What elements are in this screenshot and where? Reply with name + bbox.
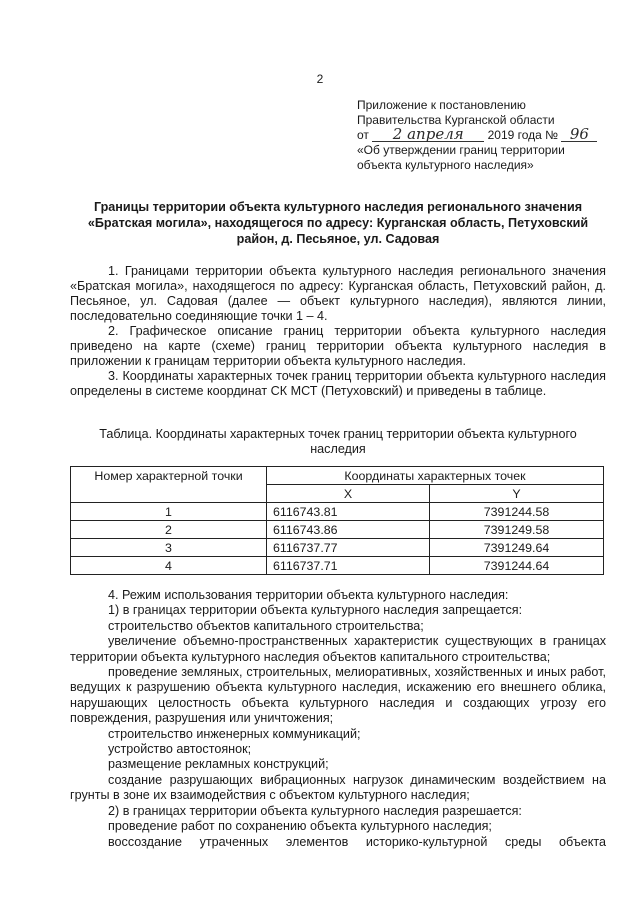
paragraphs-section [70,264,606,399]
point-number: 4 [71,557,267,575]
regime-item: 2) в границах территории объекта культурного наследия разрешается: [108,803,522,818]
coord-y: 7391244.64 [430,557,604,575]
regime-item: проведение земляных, строительных, мелиоративных, хозяйственных и иных работ, ведущих к разрушению объекта культурного наследия, искажению его внешнего облика, нарушающих целостность объекта культурного наследия и создающих угрозу его повреждения, разрушения или уничтожения; [70,665,606,726]
regime-item: устройство автостоянок; [108,742,252,757]
date-prefix: от [357,128,369,142]
coord-y: 7391244.58 [430,503,604,521]
regime-item: размещение рекламных конструкций; [108,757,329,772]
header-point-number: Номер характерной точки [71,467,267,503]
coord-x: 6116737.77 [267,539,430,557]
table-row [71,539,604,557]
header-y: Y [430,485,604,503]
regime-item: воссоздание утраченных элементов историко-культурной среды объекта [108,834,606,849]
handwritten-date: 2 апреля [392,125,464,143]
point-number: 2 [71,521,267,539]
date-blank [372,125,484,143]
regime-item: 1) в границах территории объекта культурного наследия запрещается: [108,603,523,618]
handwritten-number: 96 [569,125,589,143]
appendix-date-line [357,125,607,143]
regime-item: строительство инженерных коммуникаций; [108,726,361,741]
year-text: 2019 года № [487,128,559,142]
appendix-subject-1: «Об утверждении границ территории [357,143,565,157]
table-row [71,503,604,521]
regime-section [70,588,606,850]
number-blank [561,125,597,143]
regime-item: проведение работ по сохранению объекта культурного наследия; [108,819,492,834]
appendix-line-1: Приложение к постановлению [357,98,526,112]
coordinates-table [70,466,604,575]
regime-item: 4. Режим использования территории объекта культурного наследия: [108,588,509,602]
regime-item: увеличение объемно-пространственных характеристик существующих в границах территории объекта культурного наследия объектов капитального строительства; [70,634,606,664]
paragraph-2: 2. Графическое описание границ территории объекта культурного наследия приведено на карте (схеме) границ территории объекта культурного наследия в приложении к границам территории объекта культурного наследия. [70,324,606,368]
coord-y: 7391249.64 [430,539,604,557]
coord-x: 6116743.86 [267,521,430,539]
appendix-header [357,98,607,173]
regime-item: строительство объектов капитального строительства; [108,618,424,633]
header-coordinates: Координаты характерных точек [267,467,604,485]
coord-x: 6116743.81 [267,503,430,521]
table-row [71,557,604,575]
document-title: Границы территории объекта культурного наследия регионального значения «Братская могила», находящегося по адресу: Курганская область, Петуховский район, д. Песьяное, ул. Садовая [87,200,589,246]
paragraph-3: 3. Координаты характерных точек границ территории объекта культурного наследия определены в системе координат СК МСТ (Петуховский) и приведены в таблице. [70,369,606,398]
table-caption: Таблица. Координаты характерных точек границ территории объекта культурного наследия [99,427,577,456]
coord-y: 7391249.58 [430,521,604,539]
point-number: 3 [71,539,267,557]
table-header-row [71,467,604,485]
header-x: X [267,485,430,503]
regime-item: создание разрушающих вибрационных нагрузок динамическим воздействием на грунты в зоне их взаимодействия с объектом культурного наследия; [70,772,606,803]
coord-x: 6116737.71 [267,557,430,575]
table-row [71,521,604,539]
page-number: 2 [316,72,324,86]
point-number: 1 [71,503,267,521]
paragraph-1: 1. Границами территории объекта культурного наследия регионального значения «Братская могила», находящегося по адресу: Курганская область, Петуховский район, д. Песьяное, ул. Садовая (далее — объект культурного наследия), являются линии, последовательно соединяющие точки 1 – 4. [70,264,606,323]
appendix-subject-2: объекта культурного наследия» [357,158,534,172]
appendix-line-2: Правительства Курганской области [357,113,555,127]
